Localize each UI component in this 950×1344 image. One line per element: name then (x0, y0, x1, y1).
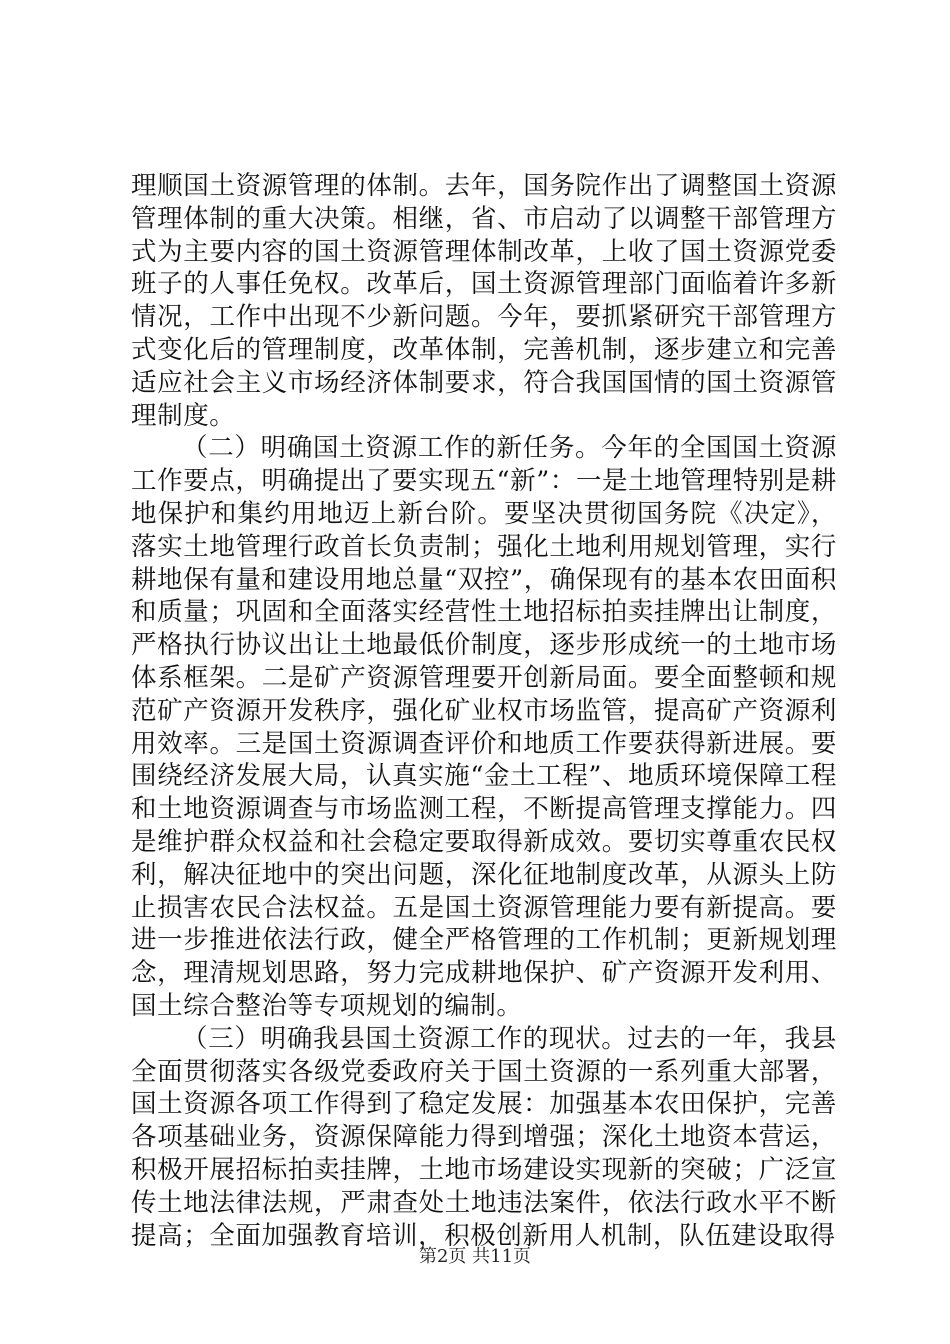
page-number-footer: 第2页 共11页 (418, 1246, 532, 1267)
document-body (131, 170, 837, 1252)
paragraph-3: （三）明确我县国土资源工作的现状。过去的一年，我县全面贯彻落实各级党委政府关于国土资源的一系列重大部署，国土资源各项工作得到了稳定发展：加强基本农田保护，完善各项基础业务，资源保障能力得到增强；深化土地资本营运，积极开展招标拍卖挂牌，土地市场建设实现新的突破；广泛宣传土地法律法规，严肃查处土地违法案件，依法行政水平不断提高；全面加强教育培训，积极创新用人机制，队伍建设取得 (131, 1023, 837, 1251)
paragraph-2: （二）明确国土资源工作的新任务。今年的全国国土资源工作要点，明确提出了要实现五“新”：一是土地管理特别是耕地保护和集约用地迈上新台阶。要坚决贯彻国务院《决定》，落实土地管理行政首长负责制；强化土地利用规划管理，实行耕地保有量和建设用地总量“双控”，确保现有的基本农田面积和质量；巩固和全面落实经营性土地招标拍卖挂牌出让制度，严格执行协议出让土地最低价制度，逐步形成统一的土地市场体系框架。二是矿产资源管理要开创新局面。要全面整顿和规范矿产资源开发秩序，强化矿业权市场监管，提高矿产资源利用效率。三是国土资源调查评价和地质工作要获得新进展。要围绕经济发展大局，认真实施“金土工程”、地质环境保障工程和土地资源调查与市场监测工程，不断提高管理支撑能力。四是维护群众权益和社会稳定要取得新成效。要切实尊重农民权利，解决征地中的突出问题，深化征地制度改革，从源头上防止损害农民合法权益。五是国土资源管理能力要有新提高。要进一步推进依法行政，健全严格管理的工作机制；更新规划理念，理清规划思路，努力完成耕地保护、矿产资源开发利用、国土综合整治等专项规划的编制。 (131, 433, 837, 1021)
paragraph-1: 理顺国土资源管理的体制。去年，国务院作出了调整国土资源管理体制的重大决策。相继，省、市启动了以调整干部管理方式为主要内容的国土资源管理体制改革，上收了国土资源党委班子的人事任免权。改革后，国土资源管理部门面临着许多新情况，工作中出现不少新问题。今年，要抓紧研究干部管理方式变化后的管理制度，改革体制，完善机制，逐步建立和完善适应社会主义市场经济体制要求，符合我国国情的国土资源管理制度。 (131, 171, 837, 431)
